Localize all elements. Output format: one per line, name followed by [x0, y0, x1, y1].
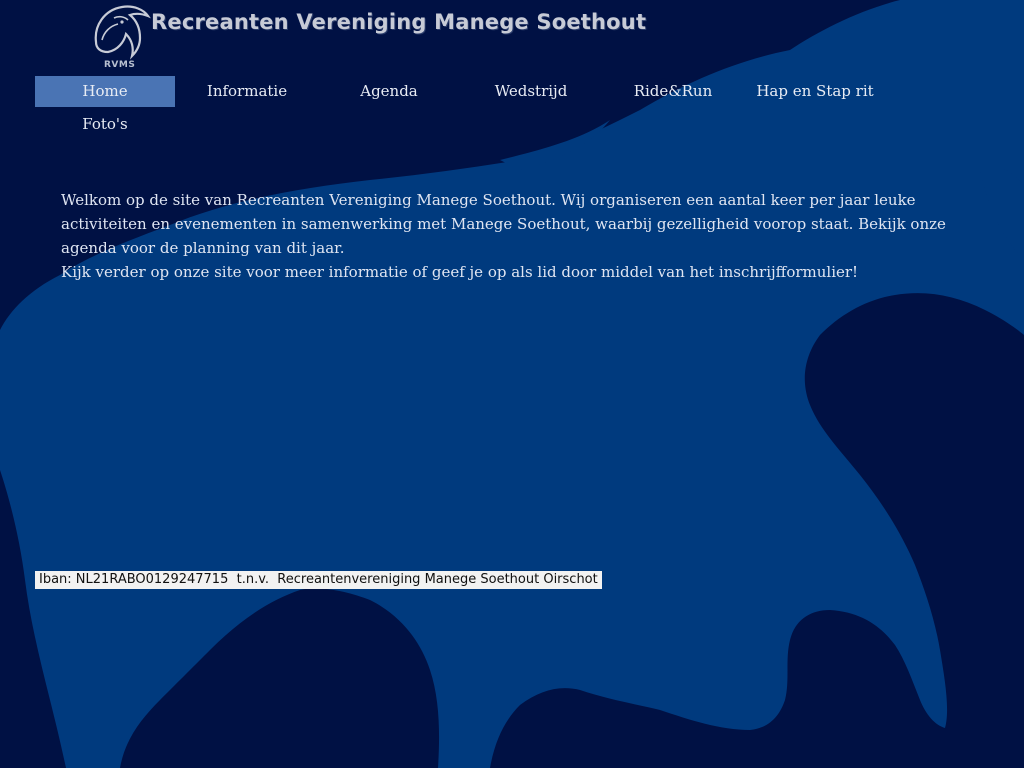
- nav-item-ride-and-run[interactable]: Ride&Run: [633, 82, 713, 100]
- site-header: [88, 2, 688, 74]
- nav-item-hap-en-stap-rit[interactable]: Hap en Stap rit: [756, 82, 874, 100]
- nav-item-fotos[interactable]: Foto's: [82, 115, 128, 133]
- nav-item-wedstrijd[interactable]: Wedstrijd: [494, 82, 568, 100]
- logo-abbreviation: RVMS: [104, 60, 136, 70]
- site-title[interactable]: Recreanten Vereniging Manege Soethout: [151, 10, 647, 34]
- nav-item-home[interactable]: Home: [35, 76, 175, 107]
- iban-banner: Iban: NL21RABO0129247715 t.n.v. Recreantenvereniging Manege Soethout Oirschot: [35, 571, 602, 589]
- join-paragraph: Kijk verder op onze site voor meer informatie of geef je op als lid door middel van het inschrijfformulier!: [61, 263, 859, 281]
- nav-item-agenda[interactable]: Agenda: [360, 82, 418, 100]
- welcome-paragraph: Welkom op de site van Recreanten Vereniging Manege Soethout. Wij organiseren een aantal keer per jaar leuke activiteiten en evenementen in samenwerking met Manege Soethout, waarbij gezelligheid voorop staat. Bekijk onze agenda voor de planning van dit jaar.: [61, 191, 946, 257]
- welcome-content: [61, 188, 971, 284]
- nav-item-informatie[interactable]: Informatie: [206, 82, 288, 100]
